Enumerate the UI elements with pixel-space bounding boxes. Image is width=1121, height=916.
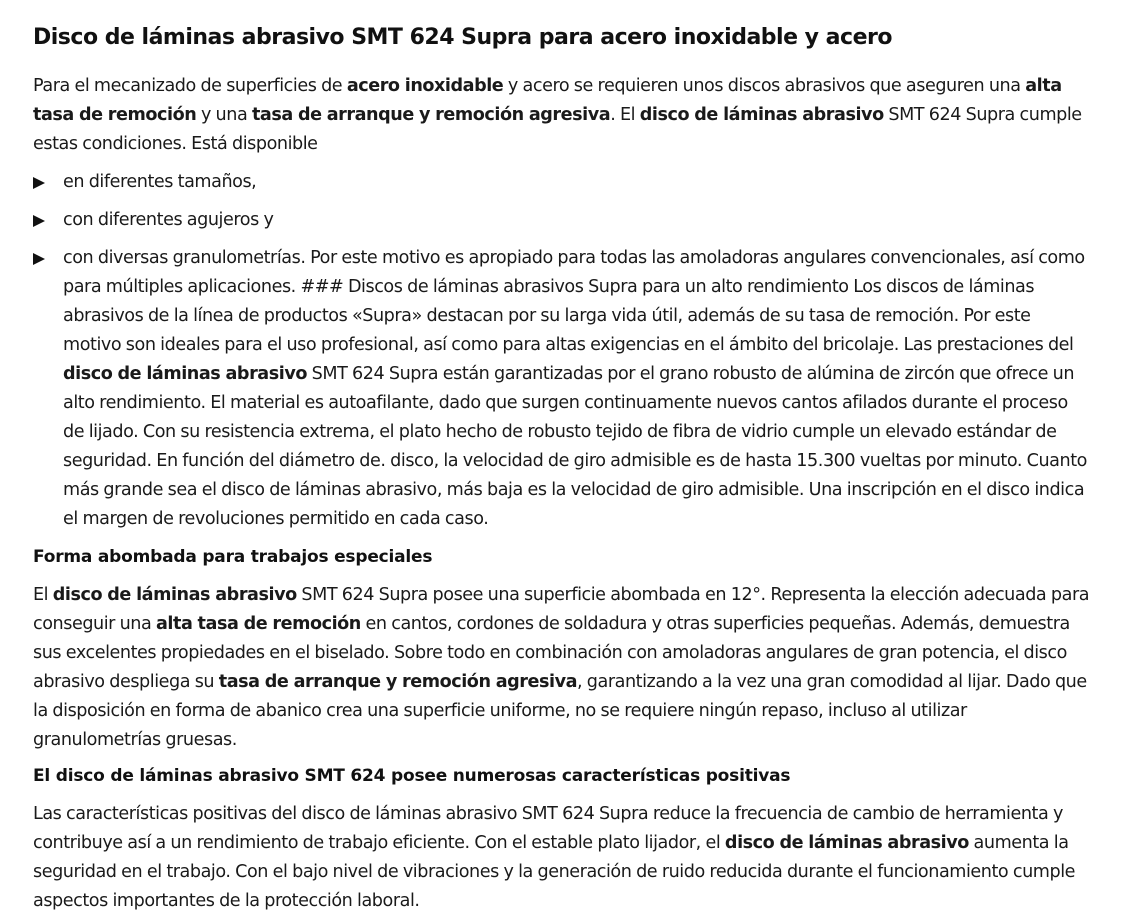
list-item-bold: disco de láminas abrasivo — [63, 364, 307, 384]
intro-bold-3: tasa de arranque y remoción agresiva — [251, 105, 611, 125]
triangle-bullet-icon — [33, 215, 45, 227]
section2-text-2: aumenta la seguridad en el trabajo. Con el bajo nivel de vibraciones y la generación de ruido reducida durante el funcionamiento cumple aspectos importantes de la protección laboral. — [33, 833, 1076, 911]
section1-text-2: SMT 624 Supra posee una superficie abombada en 12°. Representa la elección adecuada para conseguir una — [33, 585, 1090, 634]
section1-text-3: en cantos, cordones de soldadura y otras superficies pequeñas. Además, demuestra sus excelentes propiedades en el biselado. Sobre todo en combinación con amoladoras angulares de gran potencia, el disco abrasivo despliega su — [33, 614, 1070, 692]
intro-bold-4: disco de láminas abrasivo — [639, 105, 884, 125]
intro-text-2: y acero se requieren unos discos abrasivos que aseguren una — [503, 76, 1026, 96]
section-heading-features: El disco de láminas abrasivo SMT 624 posee numerosas características positivas — [33, 766, 791, 786]
intro-text-1: Para el mecanizado de superficies de — [33, 76, 347, 96]
section1-bold-1: disco de láminas abrasivo — [52, 585, 297, 605]
availability-list — [33, 168, 1091, 534]
page-title: Disco de láminas abrasivo SMT 624 Supra para acero inoxidable y acero — [33, 25, 892, 50]
section2-text-1: Las características positivas del disco de láminas abrasivo SMT 624 Supra reduce la frecuencia de cambio de herramienta y contribuye así a un rendimiento de trabajo eficiente. Con el estable plato lijador, el — [33, 804, 1063, 853]
intro-text-3: y una — [196, 105, 252, 125]
intro-text-4: . El — [610, 105, 640, 125]
list-item-text: con diferentes agujeros y — [63, 210, 274, 230]
section1-text-1: El — [33, 585, 53, 605]
intro-paragraph — [33, 72, 1091, 159]
list-item-text-1: con diversas granulometrías. Por este motivo es apropiado para todas las amoladoras angulares convencionales, así como para múltiples aplicaciones. ### Discos de láminas abrasivos Supra para un alto rendimiento Los discos de láminas abrasivos de la línea de productos «Supra» destacan por su larga vida útil, además de su tasa de remoción. Por este motivo son ideales para el uso profesional, así como para altas exigencias en el ámbito del bricolaje. Las prestaciones del — [63, 248, 1085, 355]
section1-bold-3: tasa de arranque y remoción agresiva — [218, 672, 578, 692]
intro-bold-2: alta tasa de remoción — [33, 76, 1062, 125]
intro-text-5: SMT 624 Supra cumple estas condiciones. Está disponible — [33, 105, 1082, 154]
section2-bold-1: disco de láminas abrasivo — [724, 833, 969, 853]
list-item-holes — [33, 206, 1091, 235]
intro-bold-1: acero inoxidable — [346, 76, 504, 96]
section-heading-shape: Forma abombada para trabajos especiales — [33, 547, 433, 567]
section1-text-4: , garantizando a la vez una gran comodidad al lijar. Dado que la disposición en forma de abanico crea una superficie uniforme, no se requiere ningún repaso, incluso al utilizar granulometrías gruesas. — [33, 672, 1087, 750]
section-paragraph-shape — [33, 581, 1091, 755]
list-item-sizes — [33, 168, 1091, 197]
list-item-text: en diferentes tamaños, — [63, 172, 257, 192]
list-item-grits — [33, 244, 1091, 534]
triangle-bullet-icon — [33, 177, 45, 189]
section-paragraph-features — [33, 800, 1091, 916]
section1-bold-2: alta tasa de remoción — [156, 614, 361, 634]
list-item-text-2: SMT 624 Supra están garantizadas por el grano robusto de alúmina de zircón que ofrece un alto rendimiento. El material es autoafilante, dado que surgen continuamente nuevos cantos afilados durante el proceso de lijado. Con su resistencia extrema, el plato hecho de robusto tejido de fibra de vidrio cumple un elevado estándar de seguridad. En función del diámetro de. disco, la velocidad de giro admisible es de hasta 15.300 vueltas por minuto. Cuanto más grande sea el disco de láminas abrasivo, más baja es la velocidad de giro admisible. Una inscripción en el disco indica el margen de revoluciones permitido en cada caso. — [63, 364, 1087, 529]
triangle-bullet-icon — [33, 253, 45, 265]
